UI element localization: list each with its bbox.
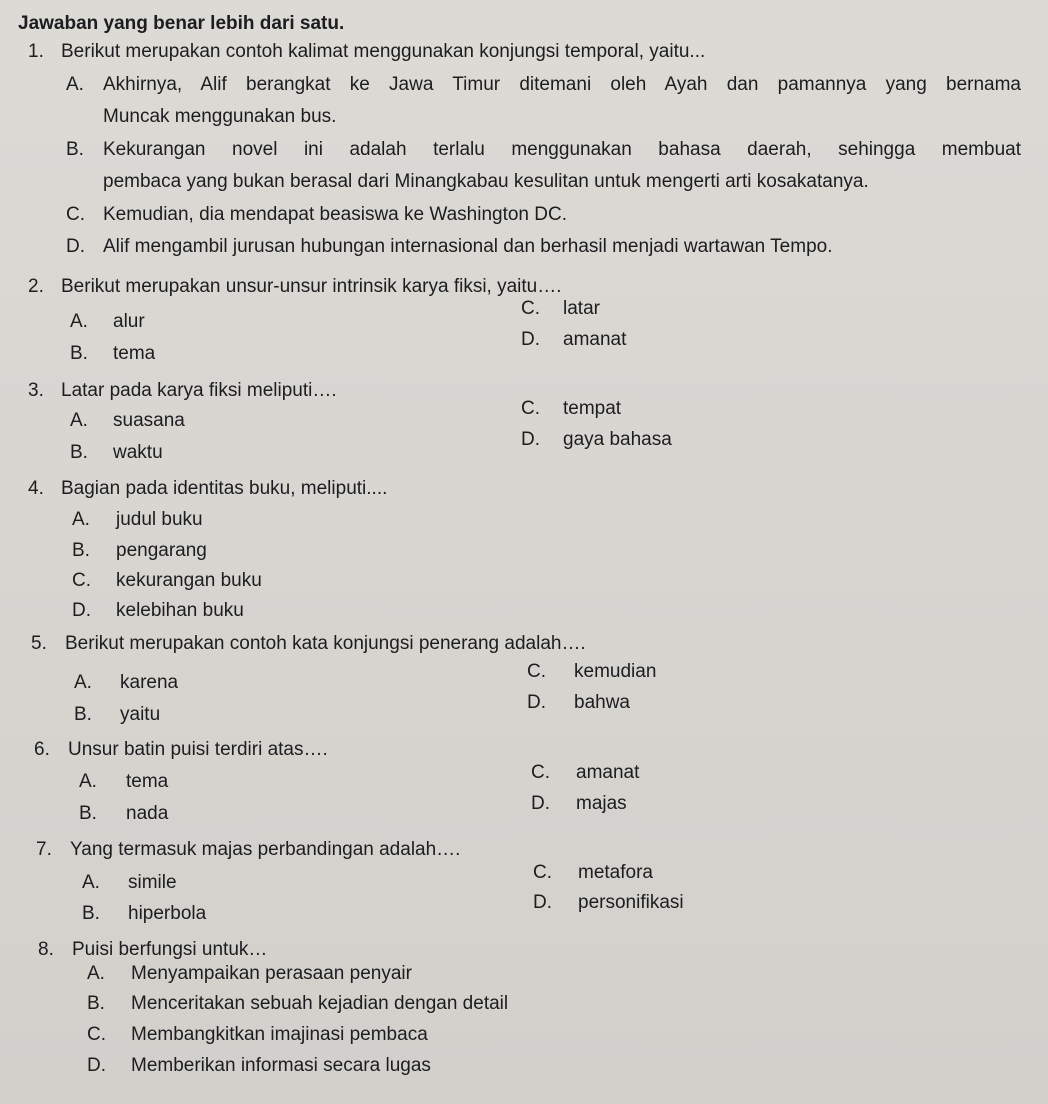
option-text: simile xyxy=(128,872,177,893)
option-text: Akhirnya, Alif berangkat ke Jawa Timur ditemani oleh Ayah dan pamannya yang bernama xyxy=(103,74,1021,95)
option-text: latar xyxy=(563,298,600,319)
option-letter: D. xyxy=(72,600,91,621)
option-text-continued: pembaca yang bukan berasal dari Minangkabau kesulitan untuk mengerti arti kosakatanya. xyxy=(103,171,869,192)
option-letter: B. xyxy=(72,540,90,561)
option-text: majas xyxy=(576,793,627,814)
option-text: Memberikan informasi secara lugas xyxy=(131,1055,431,1076)
question-text: Bagian pada identitas buku, meliputi.... xyxy=(61,478,388,499)
option-text: Alif mengambil jurusan hubungan internasional dan berhasil menjadi wartawan Tempo. xyxy=(103,236,833,257)
question-text: Berikut merupakan unsur-unsur intrinsik karya fiksi, yaitu…. xyxy=(61,276,562,297)
option-letter: A. xyxy=(82,872,100,893)
option-text: kekurangan buku xyxy=(116,570,262,591)
option-letter: D. xyxy=(521,329,540,350)
question-number: 1. xyxy=(28,41,44,62)
option-letter: B. xyxy=(66,139,84,160)
option-letter: D. xyxy=(66,236,85,257)
option-text: metafora xyxy=(578,862,653,883)
option-letter: C. xyxy=(533,862,552,883)
instruction-header: Jawaban yang benar lebih dari satu. xyxy=(18,13,345,34)
option-letter: C. xyxy=(521,298,540,319)
option-letter: B. xyxy=(87,993,105,1014)
option-text: personifikasi xyxy=(578,892,684,913)
option-text: pengarang xyxy=(116,540,207,561)
option-text: Kemudian, dia mendapat beasiswa ke Washington DC. xyxy=(103,204,567,225)
option-letter: C. xyxy=(521,398,540,419)
question-text: Berikut merupakan contoh kata konjungsi penerang adalah…. xyxy=(65,633,586,654)
option-letter: A. xyxy=(66,74,84,95)
option-text: yaitu xyxy=(120,704,161,725)
option-text: tema xyxy=(113,343,156,364)
option-text: judul buku xyxy=(116,509,203,530)
question-number: 8. xyxy=(38,939,54,960)
option-letter: A. xyxy=(70,311,88,332)
option-text: kemudian xyxy=(574,661,657,682)
question-number: 3. xyxy=(28,380,44,401)
option-letter: C. xyxy=(531,762,550,783)
question-text: Puisi berfungsi untuk… xyxy=(72,939,268,960)
option-text: suasana xyxy=(113,410,185,431)
option-text: alur xyxy=(113,311,145,332)
option-text: nada xyxy=(126,803,169,824)
option-letter: D. xyxy=(527,692,546,713)
option-letter: B. xyxy=(82,903,100,924)
option-letter: A. xyxy=(79,771,97,792)
option-letter: B. xyxy=(79,803,97,824)
option-letter: C. xyxy=(527,661,546,682)
option-text: Kekurangan novel ini adalah terlalu menggunakan bahasa daerah, sehingga membuat xyxy=(103,139,1021,160)
option-letter: C. xyxy=(72,570,91,591)
option-letter: C. xyxy=(87,1024,106,1045)
option-letter: B. xyxy=(70,343,88,364)
option-text: tempat xyxy=(563,398,622,419)
option-text: karena xyxy=(120,672,179,693)
option-letter: A. xyxy=(72,509,90,530)
question-text: Yang termasuk majas perbandingan adalah…. xyxy=(70,839,461,860)
option-letter: D. xyxy=(521,429,540,450)
option-text-continued: Muncak menggunakan bus. xyxy=(103,106,337,127)
question-number: 6. xyxy=(34,739,50,760)
question-number: 2. xyxy=(28,276,44,297)
option-letter: A. xyxy=(74,672,92,693)
option-text: amanat xyxy=(563,329,627,350)
option-text: Menyampaikan perasaan penyair xyxy=(131,963,412,984)
option-letter: B. xyxy=(74,704,92,725)
option-text: gaya bahasa xyxy=(563,429,672,450)
option-text: kelebihan buku xyxy=(116,600,244,621)
question-text: Latar pada karya fiksi meliputi…. xyxy=(61,380,337,401)
option-letter: D. xyxy=(531,793,550,814)
option-text: tema xyxy=(126,771,169,792)
option-text: hiperbola xyxy=(128,903,207,924)
question-text: Unsur batin puisi terdiri atas…. xyxy=(68,739,328,760)
question-number: 7. xyxy=(36,839,52,860)
option-text: Membangkitkan imajinasi pembaca xyxy=(131,1024,428,1045)
option-letter: B. xyxy=(70,442,88,463)
option-letter: C. xyxy=(66,204,85,225)
option-text: bahwa xyxy=(574,692,630,713)
question-number: 5. xyxy=(31,633,47,654)
option-letter: A. xyxy=(70,410,88,431)
question-number: 4. xyxy=(28,478,44,499)
option-letter: A. xyxy=(87,963,105,984)
option-text: Menceritakan sebuah kejadian dengan detail xyxy=(131,993,509,1014)
option-letter: D. xyxy=(533,892,552,913)
option-text: waktu xyxy=(113,442,163,463)
option-text: amanat xyxy=(576,762,640,783)
option-letter: D. xyxy=(87,1055,106,1076)
question-text: Berikut merupakan contoh kalimat menggunakan konjungsi temporal, yaitu... xyxy=(61,41,706,62)
